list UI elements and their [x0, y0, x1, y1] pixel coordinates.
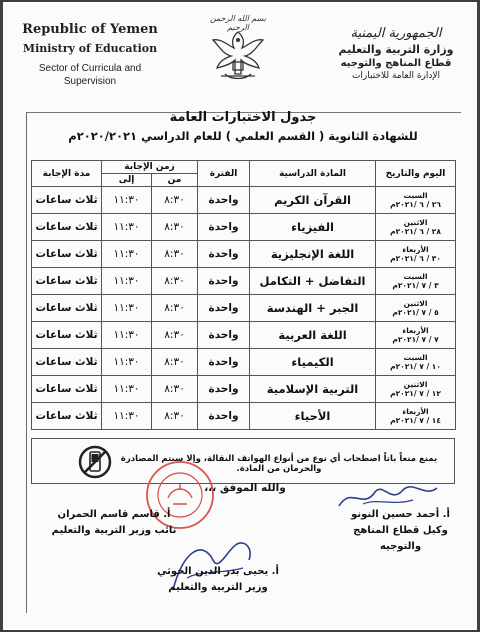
subject-cell: الأحياء: [250, 403, 376, 430]
subject-cell: اللغة الإنجليزية: [250, 241, 376, 268]
duration-cell: ثلاث ساعات: [32, 322, 102, 349]
table-row: [32, 403, 456, 430]
period-cell: واحدة: [198, 268, 250, 295]
sector-line-1: Sector of Curricula and: [38, 63, 142, 74]
signatory-left-name: أ. قاسم قاسم الحمران: [57, 509, 171, 520]
to-time-cell: ١١:٣٠: [102, 295, 152, 322]
period-cell: واحدة: [198, 241, 250, 268]
to-time-cell: ١١:٣٠: [102, 268, 152, 295]
title-line-1: جدول الاختبارات العامة: [169, 110, 317, 125]
to-time-cell: ١١:٣٠: [102, 349, 152, 376]
to-time-cell: ١١:٣٠: [102, 214, 152, 241]
day-name: السبت: [403, 353, 428, 362]
closing-phrase: والله الموفق ،،،: [204, 482, 286, 494]
day-date-cell: [376, 403, 456, 430]
table-row: [32, 241, 456, 268]
day-name: الأربعاء: [402, 326, 429, 335]
to-time-cell: ١١:٣٠: [102, 322, 152, 349]
day-name: الأربعاء: [402, 245, 429, 254]
signatory-right-title: وكيل قطاع المناهج والتوجيه: [353, 525, 448, 552]
duration-cell: ثلاث ساعات: [32, 187, 102, 214]
day-name: السبت: [403, 191, 428, 200]
subject-cell: اللغة العربية: [250, 322, 376, 349]
subject-cell: الجبر + الهندسة: [250, 295, 376, 322]
from-time-cell: ٨:٣٠: [152, 295, 198, 322]
title-line-2: للشهادة الثانوية ( القسم العلمي ) للعام الدراسي ٢٠٢٠/٢٠٢١م: [68, 129, 418, 143]
period-cell: واحدة: [198, 403, 250, 430]
duration-cell: ثلاث ساعات: [32, 403, 102, 430]
sector-line-2: Supervision: [63, 76, 117, 87]
yemen-emblem-icon: [207, 24, 269, 86]
ministry-name: Ministry of Education: [22, 42, 158, 55]
table-body: [32, 187, 456, 430]
to-time-cell: ١١:٣٠: [102, 403, 152, 430]
table-row: [32, 187, 456, 214]
table-row: [32, 295, 456, 322]
subject-cell: الكيمياء: [250, 349, 376, 376]
signatory-center-title: وزير التربية والتعليم: [168, 582, 268, 593]
from-time-cell: ٨:٣٠: [152, 403, 198, 430]
ministry-ar: وزارة التربية والتعليم: [338, 43, 454, 56]
day-date-cell: [376, 295, 456, 322]
col-answer-time: زمن الإجابة: [102, 161, 198, 174]
exam-date: ١٤ / ٧ /٢٠٢١م: [390, 416, 441, 425]
duration-cell: ثلاث ساعات: [32, 241, 102, 268]
subject-cell: الفيزياء: [250, 214, 376, 241]
period-cell: واحدة: [198, 187, 250, 214]
table-row: [32, 214, 456, 241]
from-time-cell: ٨:٣٠: [152, 376, 198, 403]
from-time-cell: ٨:٣٠: [152, 322, 198, 349]
table-row: [32, 322, 456, 349]
exam-date: ٢٨ / ٦ /٢٠٢١م: [390, 227, 441, 236]
document-page: [3, 2, 477, 630]
from-time-cell: ٨:٣٠: [152, 349, 198, 376]
duration-cell: ثلاث ساعات: [32, 376, 102, 403]
period-cell: واحدة: [198, 214, 250, 241]
signature-block-center: [143, 564, 293, 596]
sector-ar: قطاع المناهج والتوجيه: [340, 58, 452, 69]
period-cell: واحدة: [198, 295, 250, 322]
country-name: Republic of Yemen: [22, 22, 158, 37]
basmala: بسم الله الرحمن الرحيم: [209, 14, 267, 32]
duration-cell: ثلاث ساعات: [32, 349, 102, 376]
signature-block-left: [39, 507, 189, 539]
day-name: الأربعاء: [402, 407, 429, 416]
period-cell: واحدة: [198, 349, 250, 376]
day-date-cell: [376, 268, 456, 295]
col-subject: المادة الدراسية: [250, 161, 376, 187]
exam-schedule-table: [31, 160, 456, 430]
subject-cell: التربية الإسلامية: [250, 376, 376, 403]
day-date-cell: [376, 376, 456, 403]
signature-block-right: [333, 507, 468, 555]
period-cell: واحدة: [198, 376, 250, 403]
duration-cell: ثلاث ساعات: [32, 295, 102, 322]
sector-name: [15, 62, 165, 88]
duration-cell: ثلاث ساعات: [32, 214, 102, 241]
col-from: من: [152, 174, 198, 187]
day-date-cell: [376, 349, 456, 376]
exam-date: ١٢ / ٧ /٢٠٢١م: [390, 389, 441, 398]
no-phone-icon: [76, 444, 114, 480]
table-header-row: [32, 161, 456, 174]
period-cell: واحدة: [198, 322, 250, 349]
day-date-cell: [376, 322, 456, 349]
from-time-cell: ٨:٣٠: [152, 241, 198, 268]
subject-cell: التفاضل + التكامل: [250, 268, 376, 295]
day-date-cell: [376, 187, 456, 214]
table-row: [32, 268, 456, 295]
day-name: الاثنين: [403, 380, 428, 389]
from-time-cell: ٨:٣٠: [152, 268, 198, 295]
arabic-header: [331, 26, 461, 81]
exam-date: ٧ / ٧ /٢٠٢١م: [392, 335, 439, 344]
signatory-left-title: نائب وزير التربية والتعليم: [51, 525, 177, 536]
exam-date: ٣ / ٧ /٢٠٢١م: [392, 281, 439, 290]
col-period: الفترة: [198, 161, 250, 187]
col-duration: مدة الإجابة: [32, 161, 102, 187]
from-time-cell: ٨:٣٠: [152, 187, 198, 214]
to-time-cell: ١١:٣٠: [102, 187, 152, 214]
day-name: الاثنين: [403, 299, 428, 308]
signatory-right-name: أ. أحمد حسين النونو: [351, 509, 450, 520]
document-title: [63, 110, 423, 143]
english-header: [15, 22, 165, 88]
from-time-cell: ٨:٣٠: [152, 214, 198, 241]
directorate-ar: الإدارة العامة للاختبارات: [351, 71, 441, 81]
exam-date: ٥ / ٧ /٢٠٢١م: [392, 308, 439, 317]
exam-date: ٣٠ / ٦ /٢٠٢١م: [390, 254, 441, 263]
col-to: إلى: [102, 174, 152, 187]
exam-date: ١٠ / ٧ /٢٠٢١م: [390, 362, 441, 371]
exam-date: ٢٦ / ٦ /٢٠٢١م: [390, 200, 441, 209]
table-row: [32, 376, 456, 403]
col-day-date: اليوم والتاريخ: [376, 161, 456, 187]
table-row: [32, 349, 456, 376]
day-date-cell: [376, 241, 456, 268]
duration-cell: ثلاث ساعات: [32, 268, 102, 295]
subject-cell: القرآن الكريم: [250, 187, 376, 214]
to-time-cell: ١١:٣٠: [102, 241, 152, 268]
to-time-cell: ١١:٣٠: [102, 376, 152, 403]
day-name: السبت: [403, 272, 428, 281]
day-date-cell: [376, 214, 456, 241]
signatory-center-name: أ. يحيى بدر الدين الحوثي: [157, 566, 279, 577]
notice-text: يمنع منعاً باتاً اصطحاب أي نوع من أنواع الهواتف النقالة، وإلا سيتم المصادرة والحرمان من المادة.: [120, 454, 438, 474]
republic-ar: الجمهورية اليمنية: [350, 26, 442, 41]
day-name: الاثنين: [403, 218, 428, 227]
